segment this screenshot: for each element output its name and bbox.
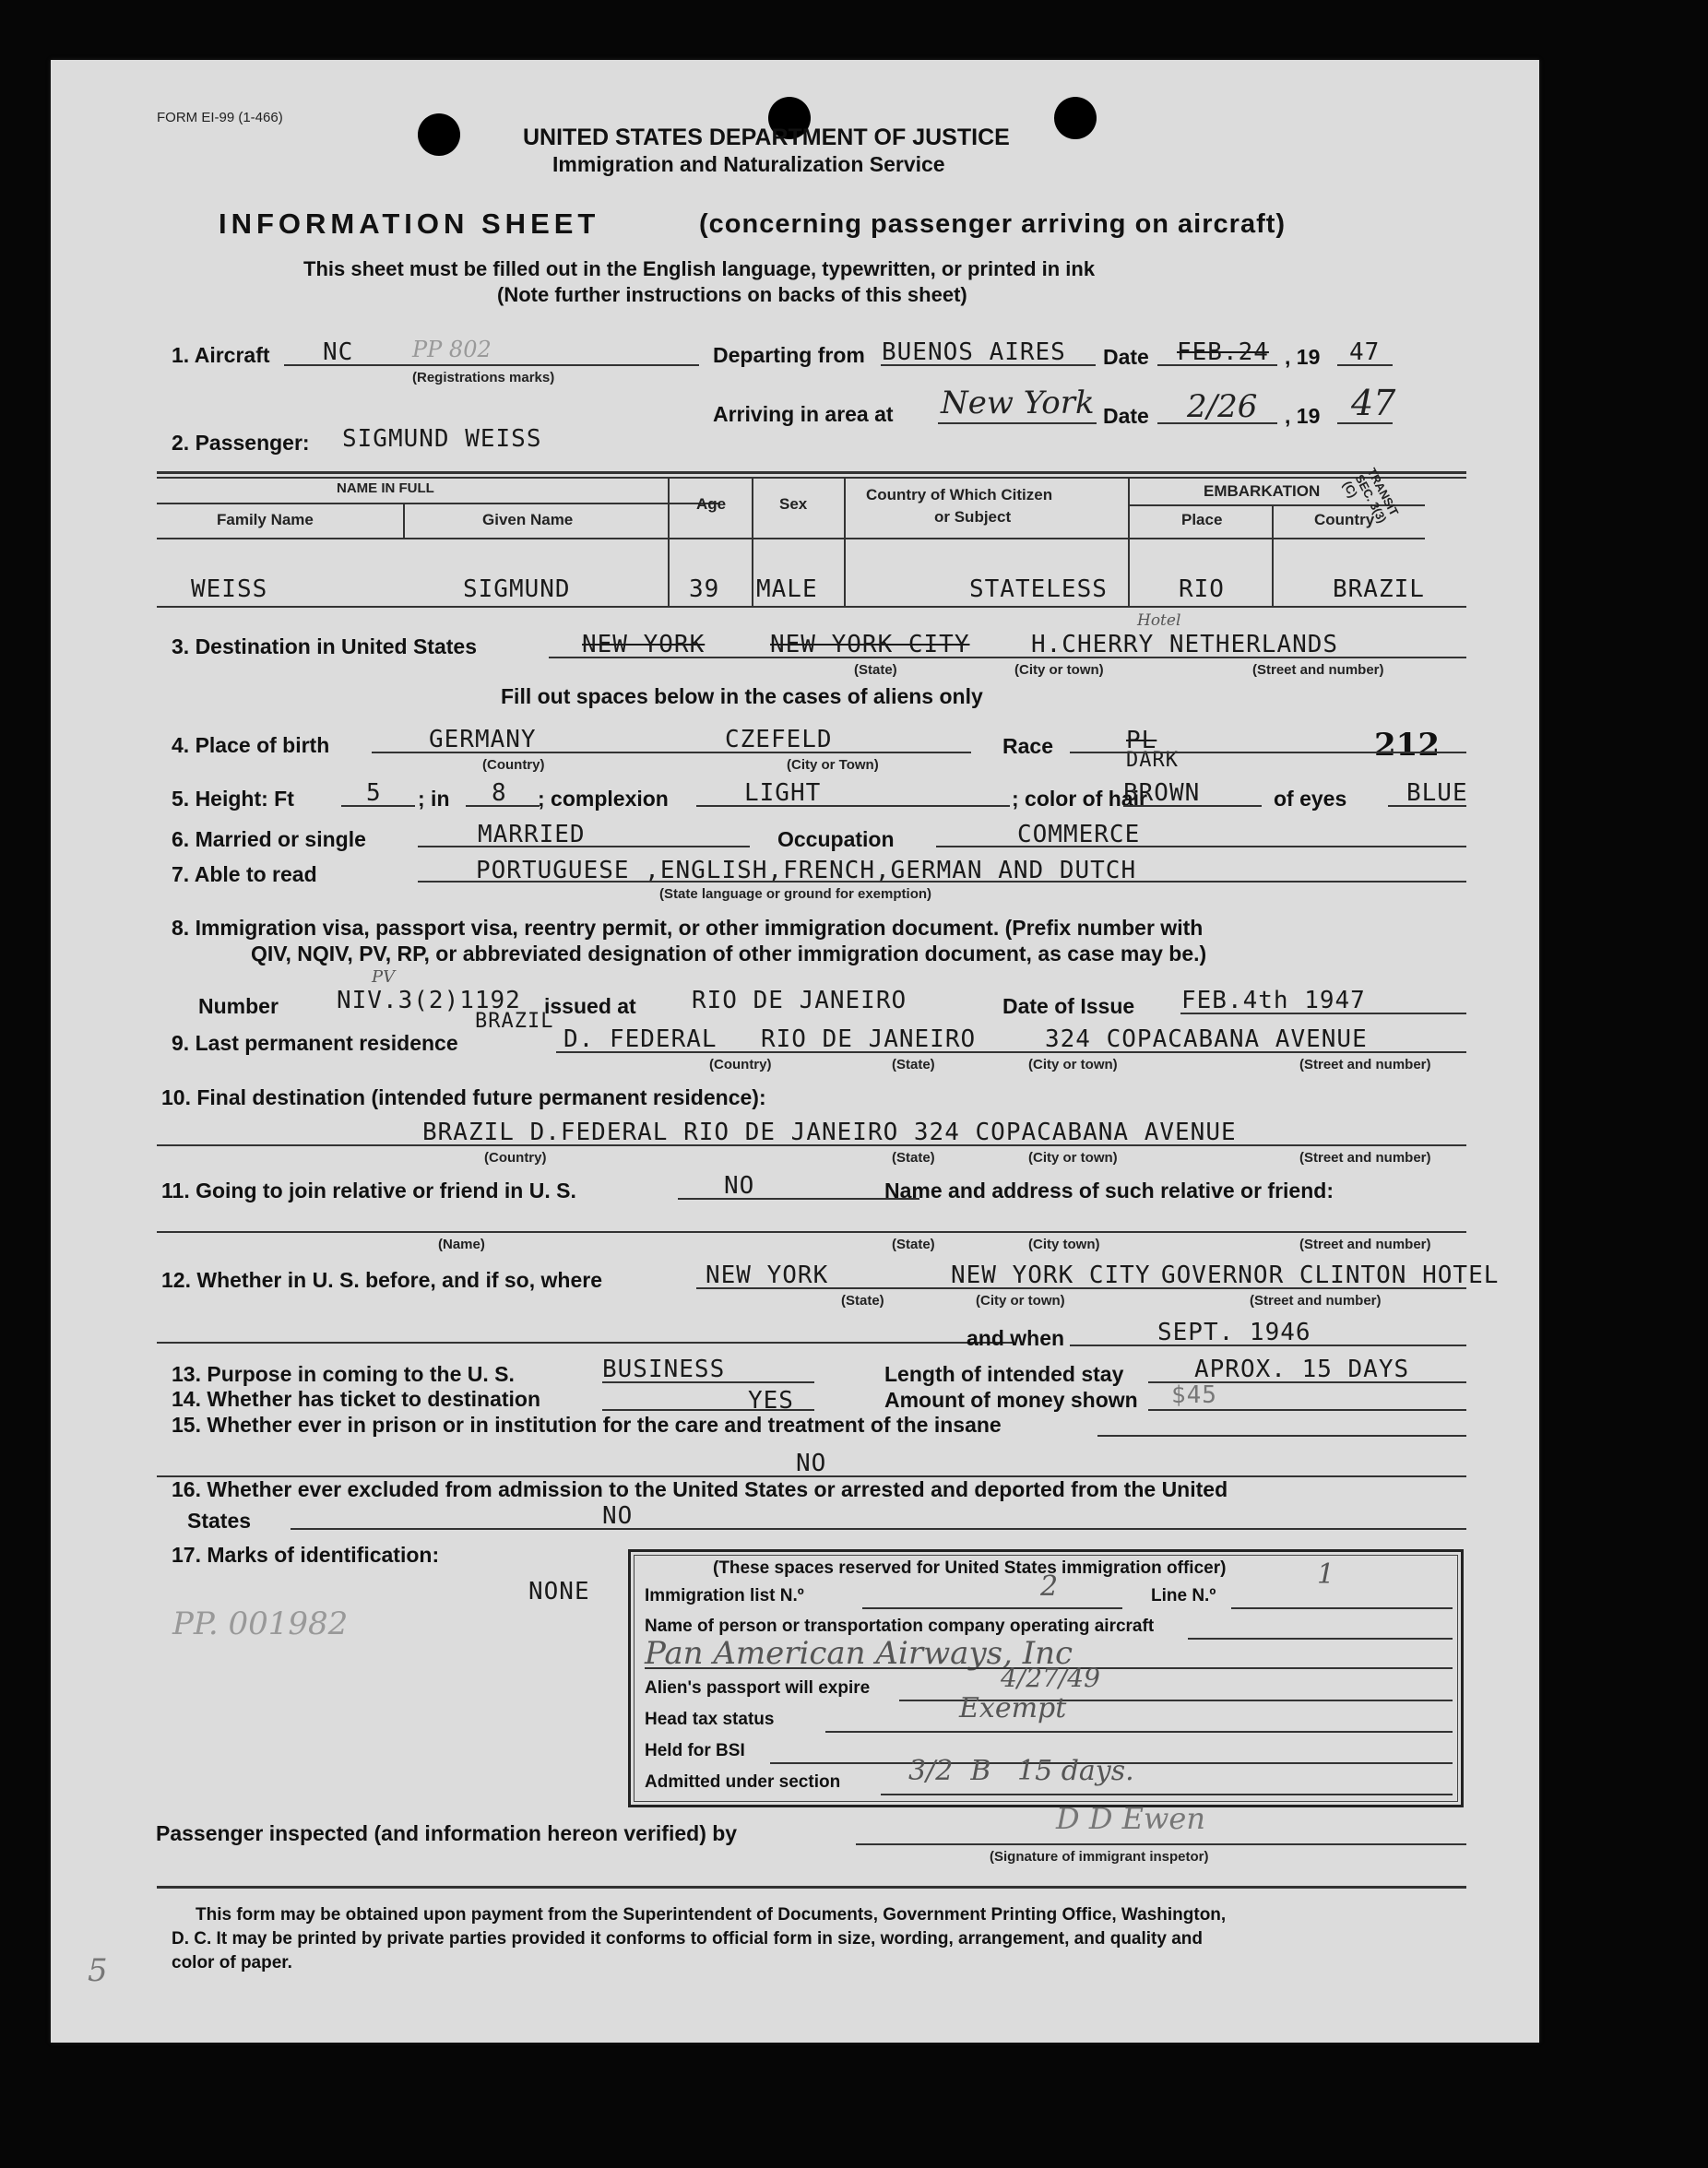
arriving-date-handwritten: 2/26 [1187,388,1258,425]
destination-street: H.CHERRY NETHERLANDS [1031,631,1339,658]
given-name-value: SIGMUND [463,575,571,603]
departing-value: BUENOS AIRES [882,338,1066,366]
registration-note: (Registrations marks) [412,370,555,385]
before-city-caption: (City or town) [976,1293,1065,1309]
signature-caption: (Signature of immigrant inspetor) [990,1849,1209,1865]
reserved-note: (These spaces reserved for United States immigration officer) [713,1558,1227,1578]
height-ft: 5 [366,779,382,807]
country-header: Country [1314,511,1375,528]
age-value: 39 [689,575,720,603]
held-bsi-label: Held for BSI [645,1741,745,1760]
hair-value: BROWN [1123,779,1201,807]
length-value: APROX. 15 DAYS [1194,1356,1410,1383]
occupation-value: COMMERCE [1017,821,1141,848]
footer-line-1: This form may be obtained upon payment from the Superintendent of Documents, Government Printing Office, Washington, [196,1905,1227,1925]
visa-text-2: QIV, NQIV, PV, RP, or abbreviated designation of other immigration document, as case may be.) [251,942,1207,966]
excluded-text-1: 16. Whether ever excluded from admission to the United States or arrested and deported from the United [172,1477,1228,1501]
destination-handwritten: Hotel [1137,611,1181,630]
relative-state-caption: (State) [892,1237,935,1252]
passenger-value: SIGMUND WEISS [342,425,542,453]
number-label: Number [198,994,279,1018]
form-sheet [51,60,1539,2043]
arriving-handwritten: New York [941,385,1095,421]
race-label: Race [1002,734,1053,758]
relative-name-caption: (Name) [438,1237,485,1252]
imm-list-value: 2 [1040,1570,1059,1603]
line-no-value: 1 [1317,1558,1335,1591]
destination-city: NEW YORK CITY [770,631,970,658]
department-title: UNITED STATES DEPARTMENT OF JUSTICE [523,124,1010,150]
issued-at-value: RIO DE JANEIRO [692,987,907,1014]
issue-date-value: FEB.4th 1947 [1181,987,1366,1014]
read-label: 7. Able to read [172,862,317,886]
when-label: and when [967,1326,1065,1350]
relative-street-caption: (Street and number) [1299,1237,1431,1252]
final-state-caption: (State) [892,1150,935,1166]
form-id: FORM EI-99 (1-466) [157,110,283,125]
visa-handwritten: PV [372,967,396,987]
page-subtitle: (concerning passenger arriving on aircraft) [699,209,1287,239]
arriving-date-label: Date [1103,404,1149,428]
citizen-value: STATELESS [969,575,1108,603]
destination-label: 3. Destination in United States [172,634,477,658]
passport-exp-value: 4/27/49 [1001,1663,1100,1693]
aircraft-value: NC [323,338,354,366]
residence-city: RIO DE JANEIRO [761,1025,977,1053]
issued-at-label: issued at [544,994,636,1018]
admitted-value: 3/2 B 15 days. [908,1755,1134,1787]
residence-country: BRAZIL [475,1010,554,1033]
birth-city-caption: (City or Town) [787,757,879,773]
purpose-label: 13. Purpose in coming to the U. S. [172,1362,515,1386]
issue-date-label: Date of Issue [1002,994,1135,1018]
aircraft-handwritten: PP 802 [412,337,492,362]
aircraft-label: 1. Aircraft [172,343,270,367]
embarkation-header: EMBARKATION [1204,482,1321,500]
before-street-caption: (Street and number) [1250,1293,1382,1309]
passport-exp-label: Alien's passport will expire [645,1678,871,1698]
sex-value: MALE [756,575,818,603]
destination-state-caption: (State) [854,662,897,678]
citizen-header-1: Country of Which Citizen [866,486,1053,503]
language-caption: (State language or ground for exemption) [659,886,932,902]
marks-value: NONE [528,1578,590,1605]
race-number: 212 [1374,727,1440,764]
height-in: 8 [492,779,507,807]
before-state-caption: (State) [841,1293,884,1309]
ticket-value: YES [748,1387,794,1415]
instruction-line-1: This sheet must be filled out in the English language, typewritten, or printed in ink [303,257,1096,280]
residence-state-caption: (State) [892,1057,935,1072]
prison-value: NO [796,1450,827,1477]
inspected-label: Passenger inspected (and information hereon verified) by [156,1821,738,1845]
eyes-label: of eyes [1274,787,1347,811]
occupation-label: Occupation [777,827,895,851]
residence-city-caption: (City or town) [1028,1057,1118,1072]
age-header: Age [696,495,727,513]
citizen-header-2: or Subject [934,508,1012,526]
length-label: Length of intended stay [884,1362,1124,1386]
final-street-caption: (Street and number) [1299,1150,1431,1166]
destination-city-caption: (City or town) [1014,662,1104,678]
birth-label: 4. Place of birth [172,733,330,757]
marks-label: 17. Marks of identification: [172,1543,440,1567]
before-city: NEW YORK CITY [951,1262,1151,1289]
before-state: NEW YORK [706,1262,829,1289]
visa-text-1: 8. Immigration visa, passport visa, reentry permit, or other immigration document. (Prefix number with [172,916,1204,940]
read-value: PORTUGUESE ,ENGLISH,FRENCH,GERMAN AND DUTCH [476,857,1137,884]
arriving-year-handwritten: 47 [1351,383,1396,423]
relative-city-caption: (City town) [1028,1237,1100,1252]
complexion-value: LIGHT [744,779,822,807]
family-name-header: Family Name [217,511,314,528]
residence-label: 9. Last permanent residence [172,1031,458,1055]
race-value-2: DARK [1126,749,1179,772]
residence-street: 324 COPACABANA AVENUE [1045,1025,1368,1053]
admitted-label: Admitted under section [645,1772,841,1792]
departing-date: FEB.24 [1177,338,1269,366]
service-title: Immigration and Naturalization Service [552,152,945,176]
birth-country: GERMANY [429,726,537,753]
departing-year: 47 [1349,338,1381,366]
transport-label: Name of person or transportation company operating aircraft [645,1617,1155,1636]
page-title: INFORMATION SHEET [219,207,600,240]
when-value: SEPT. 1946 [1157,1319,1311,1346]
join-value: NO [724,1172,755,1200]
embarkation-place-value: RIO [1179,575,1225,603]
race-value: PL [1126,727,1157,754]
punch-hole [418,113,460,156]
punch-hole [1054,97,1097,139]
footer-line-3: color of paper. [172,1953,292,1973]
given-name-header: Given Name [482,511,574,528]
embarkation-country-value: BRAZIL [1333,575,1425,603]
before-street: GOVERNOR CLINTON HOTEL [1161,1262,1500,1289]
arriving-year-label: , 19 [1285,404,1321,428]
excluded-value: NO [602,1502,634,1530]
head-tax-label: Head tax status [645,1710,775,1729]
transit-stamp: TRANSIT SEC. 3(3)(C) [1340,466,1402,526]
complexion-label: ; complexion [538,787,669,811]
relative-label: Name and address of such relative or friend: [884,1179,1334,1202]
residence-street-caption: (Street and number) [1299,1057,1431,1072]
final-dest-value: BRAZIL D.FEDERAL RIO DE JANEIRO 324 COPACABANA AVENUE [422,1119,1237,1146]
transport-value: Pan American Airways, Inc [645,1635,1073,1672]
prison-label: 15. Whether ever in prison or in institution for the care and treatment of the insane [172,1413,1002,1437]
arriving-label: Arriving in area at [713,402,894,426]
departing-year-label: , 19 [1285,345,1321,369]
family-name-value: WEISS [191,575,268,603]
visa-number: NIV.3(2)1192 [337,987,521,1014]
birth-city: CZEFELD [725,726,833,753]
residence-country-caption: (Country) [709,1057,772,1072]
excluded-text-2: States [187,1509,252,1533]
head-tax-value: Exempt [959,1692,1067,1724]
married-value: MARRIED [478,821,586,848]
money-value: $45 [1171,1381,1217,1409]
before-label: 12. Whether in U. S. before, and if so, where [161,1268,602,1292]
money-label: Amount of money shown [884,1388,1138,1412]
instruction-line-2: (Note further instructions on backs of this sheet) [497,283,967,306]
join-label: 11. Going to join relative or friend in U. S. [161,1179,576,1202]
sex-header: Sex [779,495,808,513]
place-header: Place [1181,511,1223,528]
hair-label: ; color of hair [1012,787,1147,811]
final-dest-label: 10. Final destination (intended future permanent residence): [161,1085,766,1109]
destination-street-caption: (Street and number) [1252,662,1384,678]
marks-handwritten: PP. 001982 [172,1605,349,1642]
final-city-caption: (City or town) [1028,1150,1118,1166]
residence-state: D. FEDERAL [563,1025,718,1053]
departing-label: Departing from [713,343,865,367]
ticket-label: 14. Whether has ticket to destination [172,1387,541,1411]
destination-state: NEW YORK [582,631,706,658]
height-in-label: ; in [418,787,450,811]
purpose-value: BUSINESS [602,1356,726,1383]
line-no-label: Line N.º [1151,1586,1216,1605]
inspector-signature: D D Ewen [1056,1801,1205,1836]
birth-country-caption: (Country) [482,757,545,773]
page-mark: 5 [88,1952,108,1989]
footer-line-2: D. C. It may be printed by private parties provided it conforms to official form in size, wording, arrangement, and quality and [172,1929,1204,1949]
name-in-full-header: NAME IN FULL [337,480,434,496]
height-label: 5. Height: Ft [172,787,294,811]
final-country-caption: (Country) [484,1150,547,1166]
eyes-value: BLUE [1406,779,1468,807]
imm-list-label: Immigration list N.º [645,1586,804,1605]
departing-date-label: Date [1103,345,1149,369]
married-label: 6. Married or single [172,827,366,851]
aliens-only-note: Fill out spaces below in the cases of aliens only [501,684,983,708]
passenger-label: 2. Passenger: [172,431,310,455]
